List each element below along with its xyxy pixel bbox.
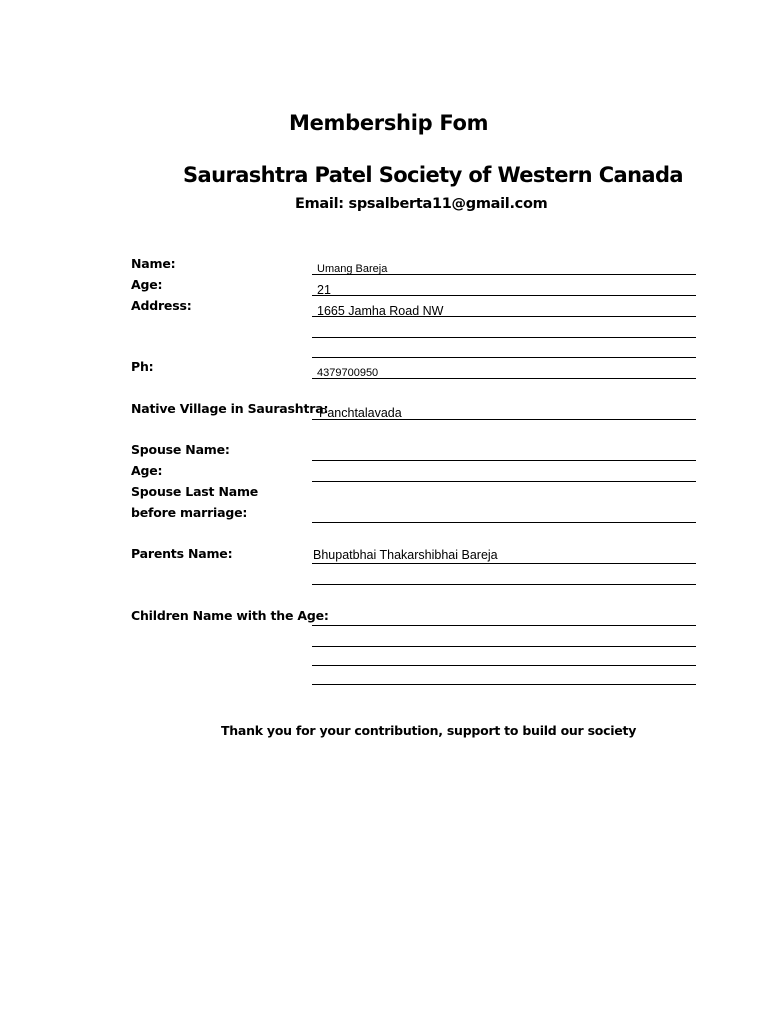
organization-name: Saurashtra Patel Society of Western Canada <box>183 163 684 187</box>
parents-name-field-line[interactable] <box>312 563 696 564</box>
parents-name-value: Bhupatbhai Thakarshibhai Bareja <box>313 548 498 562</box>
children-label: Children Name with the Age: <box>131 608 329 623</box>
contact-email: Email: spsalberta11@gmail.com <box>295 196 548 212</box>
age-field-line[interactable] <box>312 295 696 296</box>
spouse-last-name-label: Spouse Last Name <box>131 484 259 499</box>
address-value: 1665 Jamha Road NW <box>317 304 444 318</box>
spouse-name-label: Spouse Name: <box>131 442 230 457</box>
form-title: Membership Fom <box>289 111 489 135</box>
name-value: Umang Bareja <box>317 263 388 275</box>
age-value: 21 <box>317 283 331 297</box>
name-label: Name: <box>131 256 176 271</box>
address-field-line-3[interactable] <box>312 357 696 358</box>
native-village-value: Panchtalavada <box>319 406 402 420</box>
thank-you-note: Thank you for your contribution, support to build our society <box>221 723 637 738</box>
parents-name-field-line-2[interactable] <box>312 584 696 585</box>
spouse-age-field-line[interactable] <box>312 481 696 482</box>
parents-name-label: Parents Name: <box>131 546 233 561</box>
address-field-line-2[interactable] <box>312 337 696 338</box>
address-label: Address: <box>131 298 192 313</box>
spouse-last-name-label-cont: before marriage: <box>131 505 248 520</box>
spouse-last-name-field-line[interactable] <box>312 522 696 523</box>
children-field-line-4[interactable] <box>312 684 696 685</box>
phone-label: Ph: <box>131 359 154 374</box>
native-village-label: Native Village in Saurashtra: <box>131 401 329 416</box>
spouse-name-field-line[interactable] <box>312 460 696 461</box>
age-label: Age: <box>131 277 163 292</box>
children-field-line-3[interactable] <box>312 665 696 666</box>
children-field-line[interactable] <box>312 625 696 626</box>
phone-value: 4379700950 <box>317 367 379 379</box>
spouse-age-label: Age: <box>131 463 163 478</box>
children-field-line-2[interactable] <box>312 646 696 647</box>
